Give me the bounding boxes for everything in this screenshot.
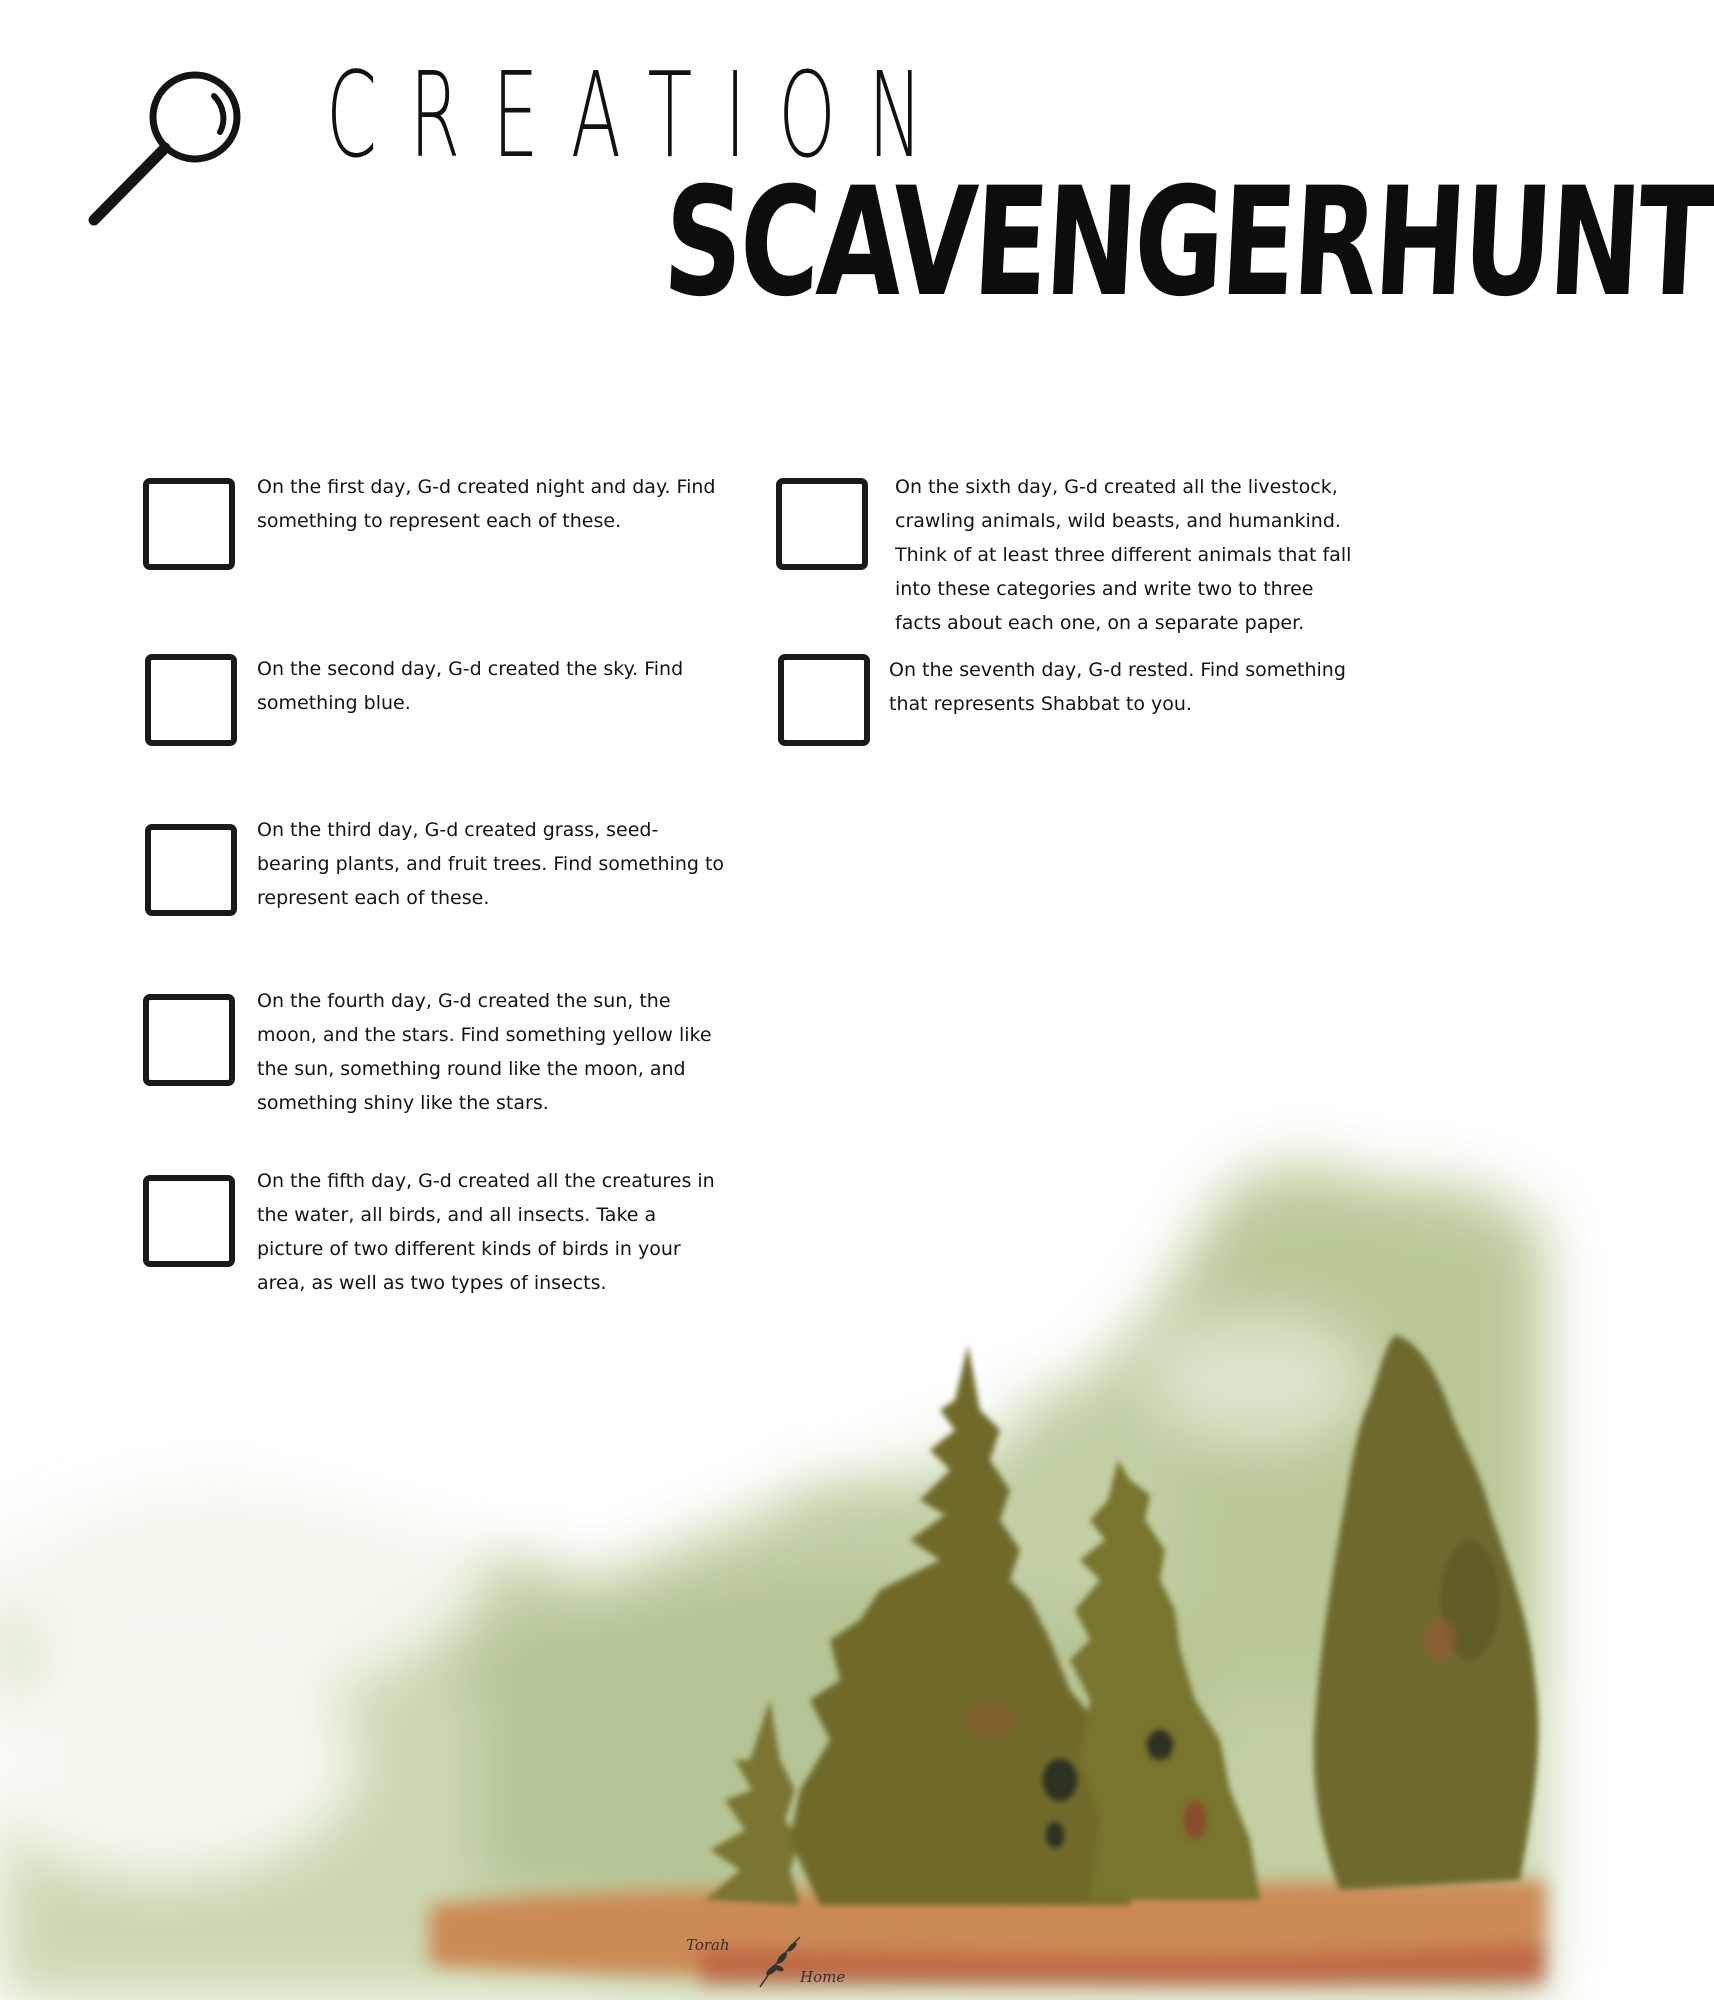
item-text-day-1: On the first day, G-d created night and day. Find something to represent each of these. bbox=[257, 476, 716, 532]
checkbox-day-3[interactable] bbox=[145, 824, 237, 916]
title-scavenger-hunt: SCAVENGERHUNT bbox=[659, 156, 1714, 330]
item-text-day-3: On the third day, G-d created grass, seed-bearing plants, and fruit trees. Find something to represent each of these. bbox=[257, 819, 725, 909]
footer-logo bbox=[680, 1930, 860, 1992]
checkbox-day-5[interactable] bbox=[143, 1175, 235, 1267]
logo-word-torah: Torah bbox=[686, 1936, 730, 1954]
magnifying-glass-icon bbox=[84, 66, 254, 236]
title-creation: CREATION bbox=[326, 46, 956, 184]
checkbox-day-4[interactable] bbox=[143, 994, 235, 1086]
item-text-day-6: On the sixth day, G-d created all the livestock, crawling animals, wild beasts, and humankind. Think of at least three different animals that fall into these categories and write two to three facts about each one, on a separate paper. bbox=[895, 476, 1352, 634]
checkbox-day-1[interactable] bbox=[143, 478, 235, 570]
item-text-day-5: On the fifth day, G-d created all the creatures in the water, all birds, and all insects. Take a picture of two different kinds of birds in your area, as well as two types of insects. bbox=[257, 1170, 715, 1294]
checkbox-day-2[interactable] bbox=[145, 654, 237, 746]
checkbox-day-7[interactable] bbox=[778, 654, 870, 746]
checkbox-day-6[interactable] bbox=[776, 478, 868, 570]
item-text-day-2: On the second day, G-d created the sky. Find something blue. bbox=[257, 658, 684, 714]
logo-word-home: Home bbox=[800, 1968, 846, 1986]
item-text-day-7: On the seventh day, G-d rested. Find something that represents Shabbat to you. bbox=[889, 659, 1346, 715]
item-text-day-4: On the fourth day, G-d created the sun, the moon, and the stars. Find something yellow like the sun, something round like the moon, and something shiny like the stars. bbox=[257, 990, 712, 1114]
